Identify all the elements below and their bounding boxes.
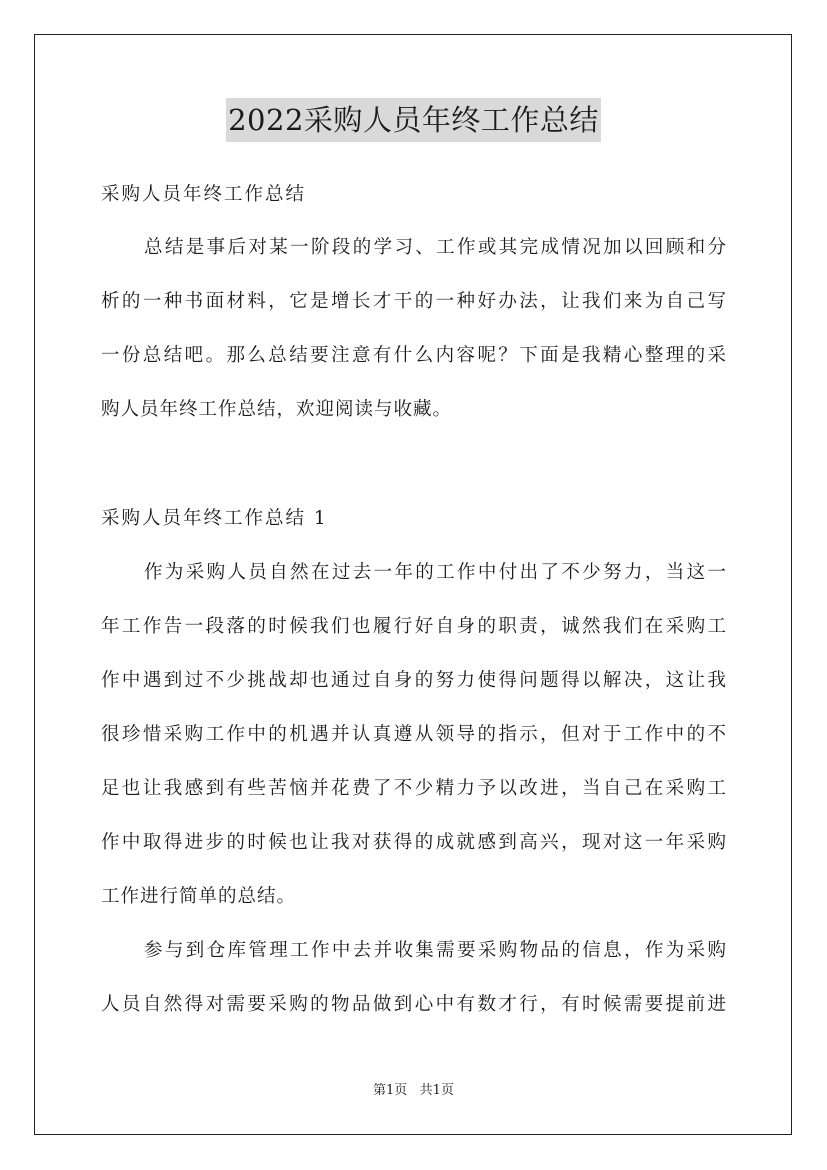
title-container: [0, 98, 827, 142]
paragraph-line: 析的一种书面材料，它是增长才干的一种好办法，让我们来为自己写: [101, 291, 727, 312]
paragraph-line: 购人员年终工作总结，欢迎阅读与收藏。: [101, 399, 453, 420]
paragraph-line: 作中遇到过不少挑战却也通过自身的努力使得问题得以解决，这让我: [101, 670, 727, 691]
page-number-footer: 第1页 共1页: [373, 1083, 454, 1098]
section1-heading: 采购人员年终工作总结 1: [101, 508, 328, 529]
paragraph-line: 年工作告一段落的时候我们也履行好自身的职责，诚然我们在采购工: [101, 616, 727, 637]
section1-paragraph-2: [101, 938, 727, 1046]
paragraph-line: 工作进行简单的总结。: [101, 886, 297, 907]
document-title: 2022采购人员年终工作总结: [226, 98, 601, 142]
paragraph-line: 作为采购人员自然在过去一年的工作中付出了不少努力，当这一: [144, 562, 727, 583]
paragraph-line: 一份总结吧。那么总结要注意有什么内容呢？下面是我精心整理的采: [101, 345, 727, 366]
paragraph-line: 足也让我感到有些苦恼并花费了不少精力予以改进，当自己在采购工: [101, 778, 727, 799]
paragraph-line: 作中取得进步的时候也让我对获得的成就感到高兴，现对这一年采购: [101, 832, 727, 853]
paragraph-line: 参与到仓库管理工作中去并收集需要采购物品的信息，作为采购: [144, 940, 727, 961]
intro-heading: 采购人员年终工作总结: [101, 184, 307, 205]
paragraph-line: 人员自然得对需要采购的物品做到心中有数才行，有时候需要提前进: [101, 994, 727, 1015]
intro-paragraph: [101, 235, 727, 451]
paragraph-line: 总结是事后对某一阶段的学习、工作或其完成情况加以回顾和分: [144, 237, 727, 258]
paragraph-line: 很珍惜采购工作中的机遇并认真遵从领导的指示，但对于工作中的不: [101, 724, 727, 745]
section1-paragraph-1: [101, 560, 727, 938]
